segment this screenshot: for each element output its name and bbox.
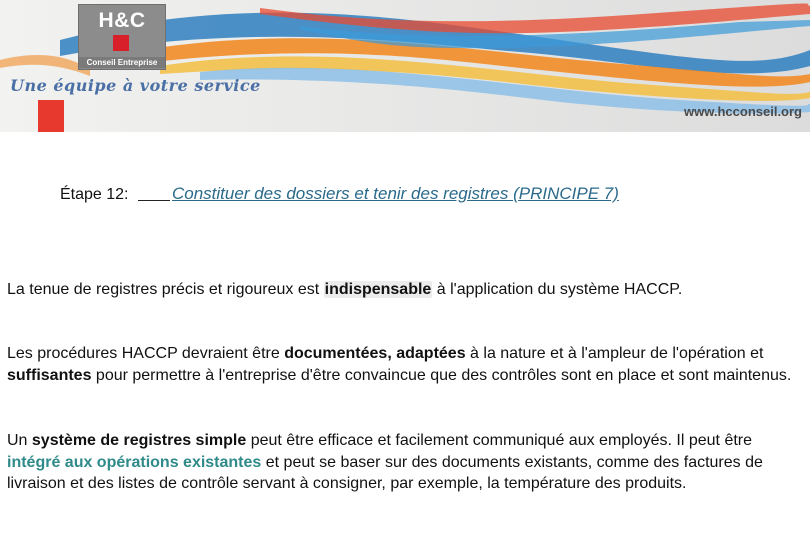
emphasis-simple-system: système de registres simple [31,432,247,449]
slogan: Une équipe à votre service [10,76,261,95]
paragraph-simple-system [7,430,803,495]
text: à l'application du système HACCP. [432,281,683,298]
text: Les procédures HACCP devraient être [7,345,285,362]
paragraph-record-keeping [7,279,803,301]
red-accent-bar [38,100,64,132]
logo-subtitle: Conseil Entreprise [79,57,165,68]
website-url: www.hcconseil.org [684,104,802,119]
paragraph-procedures [7,343,803,386]
text: peut être efficace et facilement communiqué aux employés. Il peut être [246,432,753,449]
text: La tenue de registres précis et rigoureux est [7,281,324,298]
logo-title: H&C [98,9,146,32]
emphasis-documented: documentées, adaptées [284,345,466,362]
header-banner [0,0,810,132]
text: pour permettre à l'entreprise d'être convaincue que des contrôles sont en place et sont maintenus. [91,366,792,384]
emphasis-indispensable: indispensable [324,281,432,298]
text: à la nature et à l'ampleur de l'opération et [465,345,764,362]
emphasis-integrated: intégré aux opérations existantes [7,453,262,471]
text: Un [7,432,32,449]
company-logo [78,4,166,70]
emphasis-sufficient: suffisantes [7,366,92,384]
text: et peut se baser sur des documents existants, comme des factures de livraison et des listes de contrôle servant à consigner, par exemple, la température des produits. [7,453,763,492]
step-title: Constituer des dossiers et tenir des registres (PRINCIPE 7) [172,184,619,203]
step-underline [138,200,170,201]
step-label: Étape 12: [60,186,129,203]
logo-red-square [113,35,129,51]
